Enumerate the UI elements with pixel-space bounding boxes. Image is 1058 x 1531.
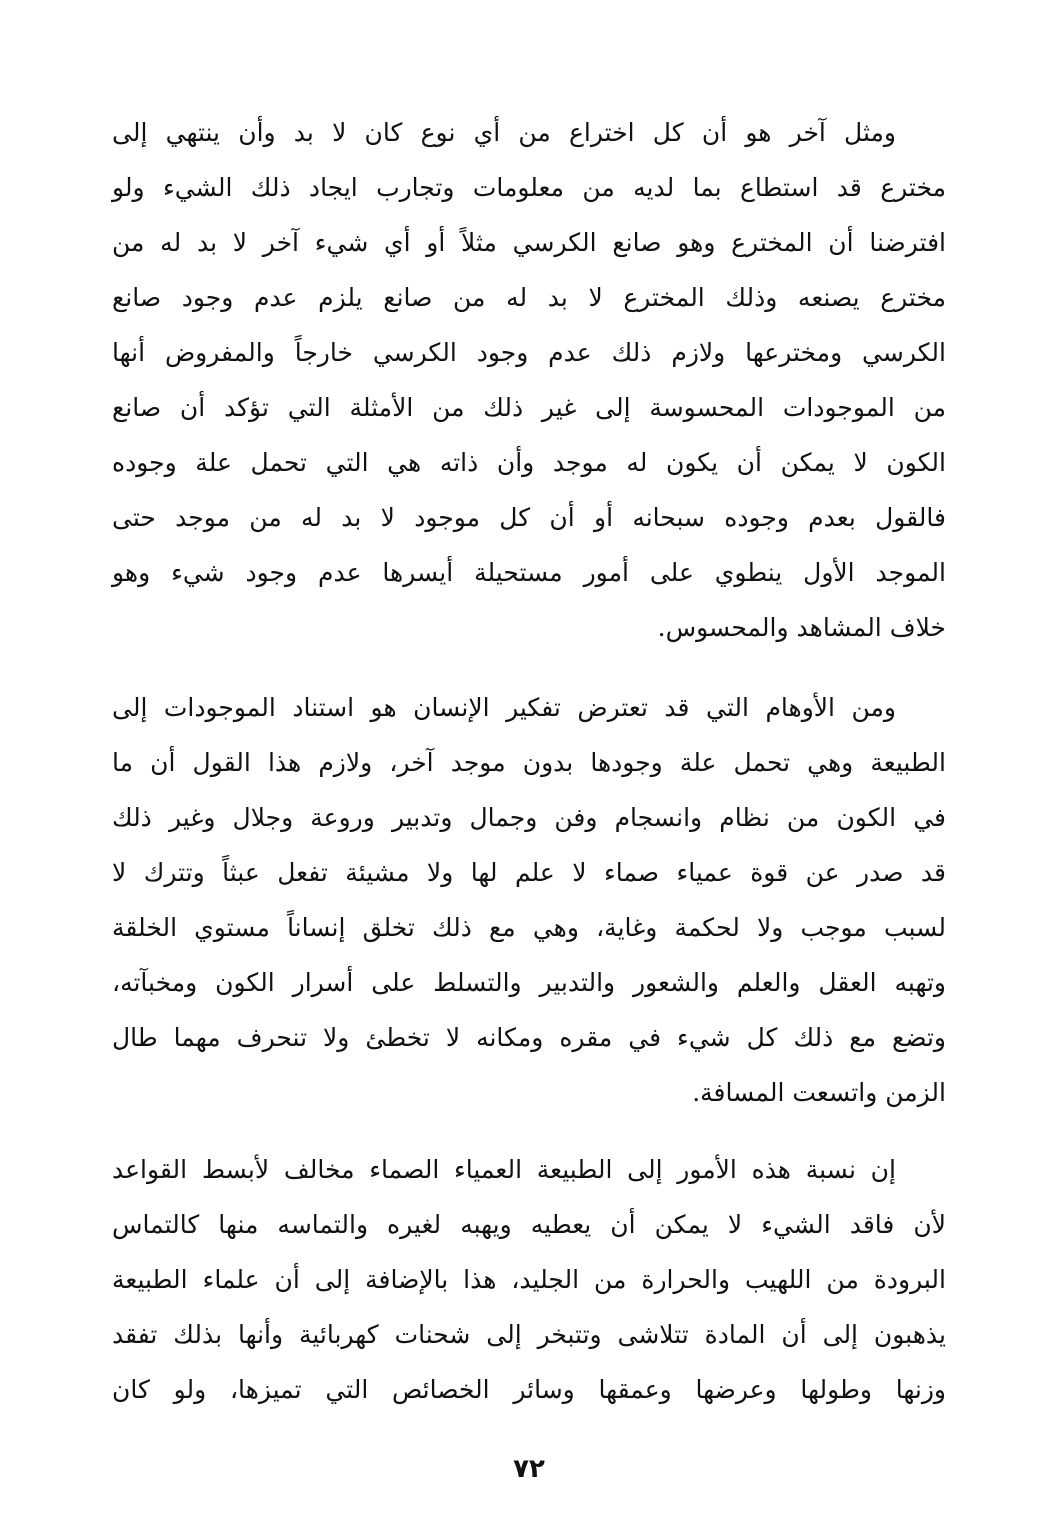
paragraph-line: من الموجودات المحسوسة إلى غير ذلك من الأمثلة التي تؤكد أن صانع — [112, 393, 946, 422]
paragraph-line: يذهبون إلى أن المادة تتلاشى وتتبخر إلى شحنات كهربائية وأنها بذلك تفقد — [112, 1320, 946, 1349]
paragraph-1 — [112, 105, 946, 655]
paragraph-line: لأن فاقد الشيء لا يمكن أن يعطيه ويهبه لغيره والتماسه منها كالتماس — [112, 1210, 946, 1239]
paragraph-line: لسبب موجب ولا لحكمة وغاية، وهي مع ذلك تخلق إنساناً مستوي الخلقة — [112, 913, 946, 942]
paragraph-line: الطبيعة وهي تحمل علة وجودها بدون موجد آخر، ولازم هذا القول أن ما — [112, 748, 946, 777]
paragraph-line: ومثل آخر هو أن كل اختراع من أي نوع كان لا بد وأن ينتهي إلى — [112, 118, 896, 147]
paragraph-line: إن نسبة هذه الأمور إلى الطبيعة العمياء الصماء مخالف لأبسط القواعد — [112, 1155, 896, 1184]
paragraph-line: ومن الأوهام التي قد تعترض تفكير الإنسان هو استناد الموجودات إلى — [112, 693, 896, 722]
paragraph-line: وتضع مع ذلك كل شيء في مقره ومكانه لا تخطئ ولا تنحرف مهما طال — [112, 1023, 946, 1052]
paragraph-line: الكون لا يمكن أن يكون له موجد وأن ذاته هي التي تحمل علة وجوده — [112, 448, 946, 477]
paragraph-line: في الكون من نظام وانسجام وفن وجمال وتدبير وروعة وجلال وغير ذلك — [112, 803, 946, 832]
paragraph-line: وزنها وطولها وعرضها وعمقها وسائر الخصائص التي تميزها، ولو كان — [112, 1375, 946, 1404]
paragraph-line: الكرسي ومخترعها ولازم ذلك عدم وجود الكرسي خارجاً والمفروض أنها — [112, 338, 946, 367]
paragraph-3 — [112, 1142, 946, 1417]
paragraph-line: خلاف المشاهد والمحسوس. — [657, 613, 946, 642]
paragraph-line: قد صدر عن قوة عمياء صماء لا علم لها ولا مشيئة تفعل عبثاً وتترك لا — [112, 858, 946, 887]
page-number: ٧٢ — [513, 1454, 545, 1484]
paragraph-line: وتهبه العقل والعلم والشعور والتدبير والتسلط على أسرار الكون ومخبآته، — [112, 968, 946, 997]
paragraph-line: الزمن واتسعت المسافة. — [692, 1078, 946, 1107]
paragraph-line: مخترع قد استطاع بما لديه من معلومات وتجارب ايجاد ذلك الشيء ولو — [112, 173, 946, 202]
paragraph-line: افترضنا أن المخترع وهو صانع الكرسي مثلاً أو أي شيء آخر لا بد له من — [112, 228, 946, 257]
paragraph-line: مخترع يصنعه وذلك المخترع لا بد له من صانع يلزم عدم وجود صانع — [112, 283, 946, 312]
paragraph-2 — [112, 680, 946, 1120]
paragraph-line: فالقول بعدم وجوده سبحانه أو أن كل موجود لا بد له من موجد حتى — [112, 503, 946, 532]
paragraph-line: الموجد الأول ينطوي على أمور مستحيلة أيسرها عدم وجود شيء وهو — [112, 558, 946, 587]
paragraph-line: البرودة من اللهيب والحرارة من الجليد، هذا بالإضافة إلى أن علماء الطبيعة — [112, 1265, 946, 1294]
